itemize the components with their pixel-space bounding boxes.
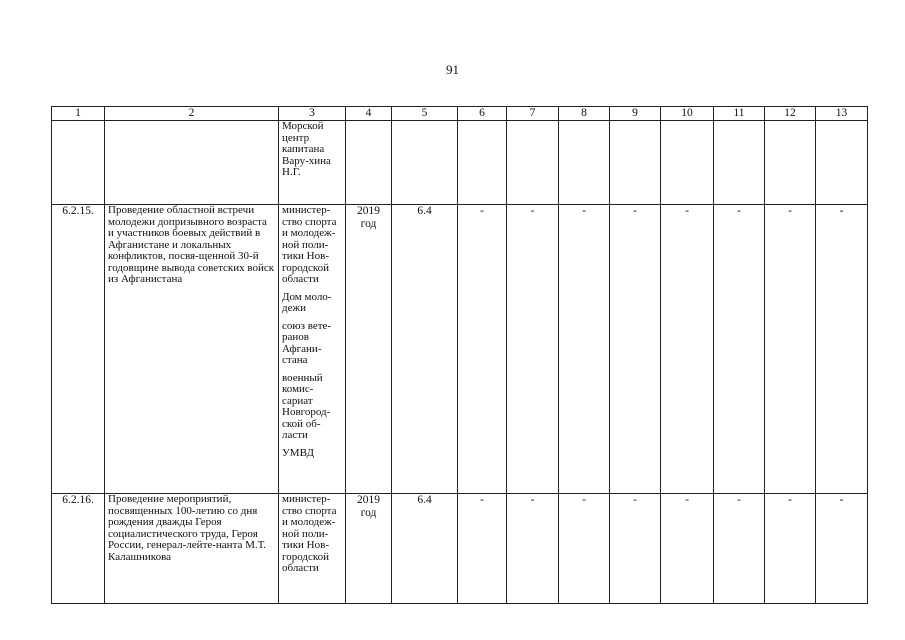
executor-item: УМВД — [282, 446, 314, 459]
executor-item: военный комис-сариат Новгород-ской об-ласти — [282, 371, 331, 441]
item-year: 2019 год — [346, 494, 392, 604]
column-header: 9 — [610, 107, 661, 121]
value-cell: - — [765, 205, 816, 494]
column-header: 2 — [105, 107, 279, 121]
column-header: 6 — [458, 107, 507, 121]
item-number: 6.2.16. — [52, 494, 105, 604]
executor-item: министер-ство спорта и молодеж-ной поли-тики Нов-городской области — [282, 493, 337, 574]
table-row — [52, 205, 868, 494]
executor-cell — [279, 121, 346, 205]
column-header: 13 — [816, 107, 868, 121]
value-cell: - — [714, 494, 765, 604]
value-cell: - — [559, 494, 610, 604]
column-header: 8 — [559, 107, 610, 121]
value-cell: - — [714, 205, 765, 494]
value-cell: - — [610, 205, 661, 494]
value-cell: - — [610, 494, 661, 604]
value-cell: - — [816, 205, 868, 494]
value-cell: - — [816, 494, 868, 604]
column-header: 1 — [52, 107, 105, 121]
value-cell: - — [458, 205, 507, 494]
value-cell: - — [559, 205, 610, 494]
item-name: Проведение мероприятий, посвященных 100-летию со дня рождения дважды Героя социалистического труда, Героя России, генерал-лейте-нанта М.Т. Калашникова — [105, 494, 279, 604]
item-source: 6.4 — [392, 205, 458, 494]
table-row-continuation — [52, 121, 868, 205]
item-number: 6.2.15. — [52, 205, 105, 494]
value-cell: - — [765, 494, 816, 604]
column-header: 4 — [346, 107, 392, 121]
value-cell: - — [458, 494, 507, 604]
column-header: 12 — [765, 107, 816, 121]
plan-table — [51, 106, 868, 604]
value-cell: - — [507, 205, 559, 494]
table-row — [52, 494, 868, 604]
value-cell: - — [661, 494, 714, 604]
item-name: Проведение областной встречи молодежи допризывного возраста и участников боевых действий в Афганистане и локальных конфликтов, посвя-щенной 30-й годовщине вывода советских войск из Афганистана — [105, 205, 279, 494]
executor-item: союз вете-ранов Афгани-стана — [282, 319, 332, 366]
item-year: 2019 год — [346, 205, 392, 494]
executor-cell — [279, 494, 346, 604]
column-header: 7 — [507, 107, 559, 121]
executor-item: министер-ство спорта и молодеж-ной поли-тики Нов-городской области — [282, 204, 337, 285]
column-header: 10 — [661, 107, 714, 121]
value-cell: - — [507, 494, 559, 604]
value-cell: - — [661, 205, 714, 494]
column-header: 11 — [714, 107, 765, 121]
column-header: 5 — [392, 107, 458, 121]
header-row — [52, 107, 868, 121]
column-header: 3 — [279, 107, 346, 121]
executor-cell — [279, 205, 346, 494]
executor-item: Дом моло-дежи — [282, 290, 332, 314]
item-source: 6.4 — [392, 494, 458, 604]
executor-item: Морской центр капитана Вару-хина Н.Г. — [282, 120, 331, 178]
page-number: 91 — [446, 62, 459, 77]
